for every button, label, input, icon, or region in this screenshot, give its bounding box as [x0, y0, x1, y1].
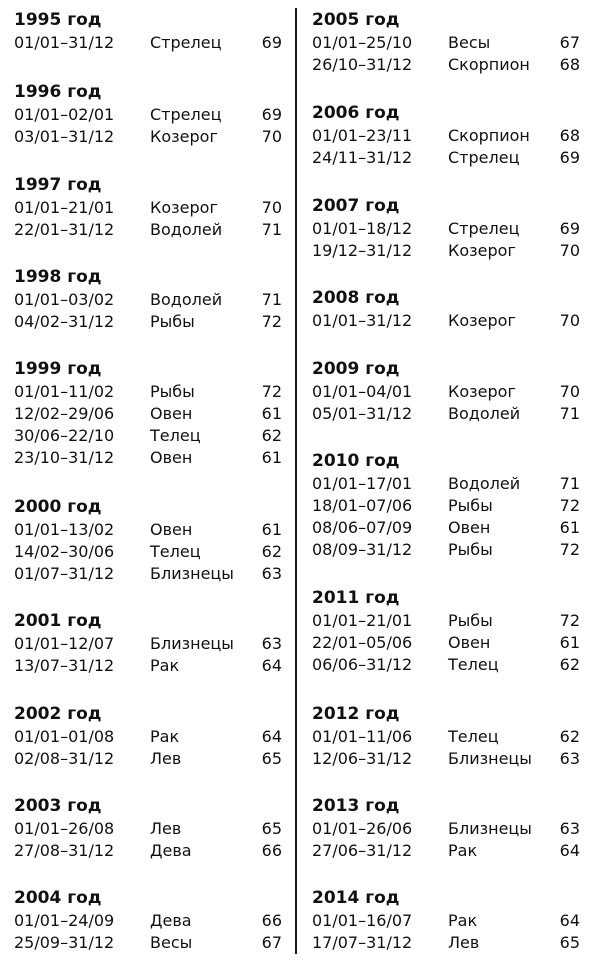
zodiac-sign: Близнецы	[448, 819, 532, 838]
date-range: 23/10–31/12	[14, 448, 115, 467]
date-range: 01/01–21/01	[312, 611, 413, 630]
date-range: 01/01–02/01	[14, 105, 115, 124]
date-range: 01/01–11/02	[14, 382, 115, 401]
date-range: 27/06–31/12	[312, 841, 413, 860]
date-range: 25/09–31/12	[14, 933, 115, 952]
sign-number: 62	[261, 426, 282, 445]
date-range: 26/10–31/12	[312, 55, 413, 74]
year-heading: 2005 год	[312, 10, 400, 30]
sign-number: 64	[261, 656, 282, 675]
date-range: 22/01–31/12	[14, 220, 115, 239]
zodiac-sign: Овен	[150, 404, 193, 423]
zodiac-sign: Телец	[150, 542, 201, 561]
date-range: 13/07–31/12	[14, 656, 115, 675]
zodiac-sign: Телец	[448, 655, 499, 674]
date-range: 08/09–31/12	[312, 540, 413, 559]
sign-number: 68	[559, 55, 580, 74]
date-range: 27/08–31/12	[14, 841, 115, 860]
year-heading: 2003 год	[14, 796, 102, 816]
zodiac-sign: Стрелец	[448, 219, 520, 238]
sign-number: 72	[559, 611, 580, 630]
date-range: 01/01–25/10	[312, 33, 413, 52]
year-heading: 2010 год	[312, 451, 400, 471]
sign-number: 63	[559, 749, 580, 768]
zodiac-sign: Дева	[150, 841, 192, 860]
sign-number: 64	[559, 841, 580, 860]
zodiac-sign: Рак	[448, 911, 478, 930]
zodiac-sign: Козерог	[448, 241, 516, 260]
date-range: 03/01–31/12	[14, 127, 115, 146]
sign-number: 62	[559, 655, 580, 674]
date-range: 19/12–31/12	[312, 241, 413, 260]
year-heading: 2004 год	[14, 888, 102, 908]
sign-number: 63	[559, 819, 580, 838]
sign-number: 63	[261, 634, 282, 653]
date-range: 17/07–31/12	[312, 933, 413, 952]
sign-number: 69	[261, 105, 282, 124]
sign-number: 70	[559, 382, 580, 401]
sign-number: 61	[261, 448, 282, 467]
zodiac-sign: Козерог	[150, 127, 218, 146]
date-range: 01/01–26/08	[14, 819, 115, 838]
year-heading: 2011 год	[312, 588, 400, 608]
zodiac-sign: Скорпион	[448, 55, 530, 74]
zodiac-sign: Рыбы	[448, 611, 493, 630]
year-heading: 2014 год	[312, 888, 400, 908]
year-heading: 1998 год	[14, 267, 102, 287]
date-range: 01/01–31/12	[312, 311, 413, 330]
year-heading: 2007 год	[312, 196, 400, 216]
zodiac-sign: Рыбы	[150, 382, 195, 401]
zodiac-sign: Рыбы	[150, 312, 195, 331]
sign-number: 69	[261, 33, 282, 52]
sign-number: 64	[559, 911, 580, 930]
sign-number: 61	[559, 518, 580, 537]
zodiac-sign: Скорпион	[448, 126, 530, 145]
sign-number: 69	[559, 219, 580, 238]
sign-number: 61	[261, 404, 282, 423]
sign-number: 70	[559, 311, 580, 330]
zodiac-sign: Козерог	[448, 382, 516, 401]
sign-number: 69	[559, 148, 580, 167]
sign-number: 65	[559, 933, 580, 952]
sign-number: 63	[261, 564, 282, 583]
year-heading: 1999 год	[14, 359, 102, 379]
sign-number: 71	[261, 220, 282, 239]
zodiac-sign: Овен	[448, 633, 491, 652]
date-range: 01/07–31/12	[14, 564, 115, 583]
year-heading: 2013 год	[312, 796, 400, 816]
zodiac-sign: Стрелец	[150, 33, 222, 52]
sign-number: 67	[261, 933, 282, 952]
year-heading: 1996 год	[14, 82, 102, 102]
year-heading: 2000 год	[14, 497, 102, 517]
sign-number: 71	[559, 404, 580, 423]
zodiac-sign: Овен	[150, 520, 193, 539]
date-range: 22/01–05/06	[312, 633, 413, 652]
date-range: 06/06–31/12	[312, 655, 413, 674]
date-range: 01/01–01/08	[14, 727, 115, 746]
date-range: 01/01–13/02	[14, 520, 115, 539]
zodiac-sign: Рыбы	[448, 540, 493, 559]
zodiac-sign: Рак	[150, 727, 180, 746]
date-range: 02/08–31/12	[14, 749, 115, 768]
year-heading: 2009 год	[312, 359, 400, 379]
date-range: 12/02–29/06	[14, 404, 115, 423]
zodiac-sign: Водолей	[150, 220, 223, 239]
sign-number: 71	[261, 290, 282, 309]
sign-number: 72	[261, 382, 282, 401]
zodiac-sign: Стрелец	[150, 105, 222, 124]
date-range: 12/06–31/12	[312, 749, 413, 768]
year-heading: 1995 год	[14, 10, 102, 30]
date-range: 01/01–26/06	[312, 819, 413, 838]
zodiac-sign: Овен	[448, 518, 491, 537]
zodiac-sign: Близнецы	[150, 564, 234, 583]
zodiac-sign: Рыбы	[448, 496, 493, 515]
zodiac-sign: Лев	[150, 749, 182, 768]
zodiac-sign: Овен	[150, 448, 193, 467]
zodiac-sign: Телец	[448, 727, 499, 746]
date-range: 05/01–31/12	[312, 404, 413, 423]
date-range: 01/01–23/11	[312, 126, 413, 145]
sign-number: 68	[559, 126, 580, 145]
zodiac-sign: Лев	[448, 933, 480, 952]
sign-number: 66	[261, 911, 282, 930]
zodiac-sign: Рак	[448, 841, 478, 860]
sign-number: 67	[559, 33, 580, 52]
zodiac-sign: Водолей	[448, 474, 521, 493]
date-range: 01/01–31/12	[14, 33, 115, 52]
sign-number: 62	[559, 727, 580, 746]
zodiac-sign: Рак	[150, 656, 180, 675]
year-heading: 2006 год	[312, 103, 400, 123]
year-heading: 2012 год	[312, 704, 400, 724]
column-divider	[295, 8, 297, 954]
date-range: 01/01–12/07	[14, 634, 115, 653]
zodiac-sign: Телец	[150, 426, 201, 445]
sign-number: 65	[261, 819, 282, 838]
zodiac-sign: Козерог	[150, 198, 218, 217]
date-range: 01/01–04/01	[312, 382, 413, 401]
date-range: 01/01–16/07	[312, 911, 413, 930]
sign-number: 66	[261, 841, 282, 860]
year-heading: 2001 год	[14, 611, 102, 631]
sign-number: 61	[261, 520, 282, 539]
zodiac-sign: Стрелец	[448, 148, 520, 167]
date-range: 01/01–18/12	[312, 219, 413, 238]
date-range: 01/01–11/06	[312, 727, 413, 746]
date-range: 30/06–22/10	[14, 426, 115, 445]
sign-number: 72	[559, 540, 580, 559]
zodiac-sign: Близнецы	[150, 634, 234, 653]
zodiac-sign: Водолей	[448, 404, 521, 423]
year-heading: 2002 год	[14, 704, 102, 724]
sign-number: 70	[559, 241, 580, 260]
year-heading: 1997 год	[14, 175, 102, 195]
sign-number: 64	[261, 727, 282, 746]
date-range: 01/01–24/09	[14, 911, 115, 930]
sign-number: 71	[559, 474, 580, 493]
sign-number: 72	[261, 312, 282, 331]
date-range: 04/02–31/12	[14, 312, 115, 331]
zodiac-sign: Весы	[448, 33, 491, 52]
sign-number: 70	[261, 127, 282, 146]
date-range: 01/01–17/01	[312, 474, 413, 493]
zodiac-sign: Весы	[150, 933, 193, 952]
sign-number: 72	[559, 496, 580, 515]
zodiac-sign: Близнецы	[448, 749, 532, 768]
sign-number: 62	[261, 542, 282, 561]
date-range: 18/01–07/06	[312, 496, 413, 515]
date-range: 24/11–31/12	[312, 148, 413, 167]
zodiac-sign: Водолей	[150, 290, 223, 309]
date-range: 01/01–03/02	[14, 290, 115, 309]
zodiac-sign: Лев	[150, 819, 182, 838]
sign-number: 70	[261, 198, 282, 217]
sign-number: 61	[559, 633, 580, 652]
date-range: 14/02–30/06	[14, 542, 115, 561]
date-range: 01/01–21/01	[14, 198, 115, 217]
date-range: 08/06–07/09	[312, 518, 413, 537]
zodiac-sign: Козерог	[448, 311, 516, 330]
year-heading: 2008 год	[312, 288, 400, 308]
zodiac-sign: Дева	[150, 911, 192, 930]
sign-number: 65	[261, 749, 282, 768]
